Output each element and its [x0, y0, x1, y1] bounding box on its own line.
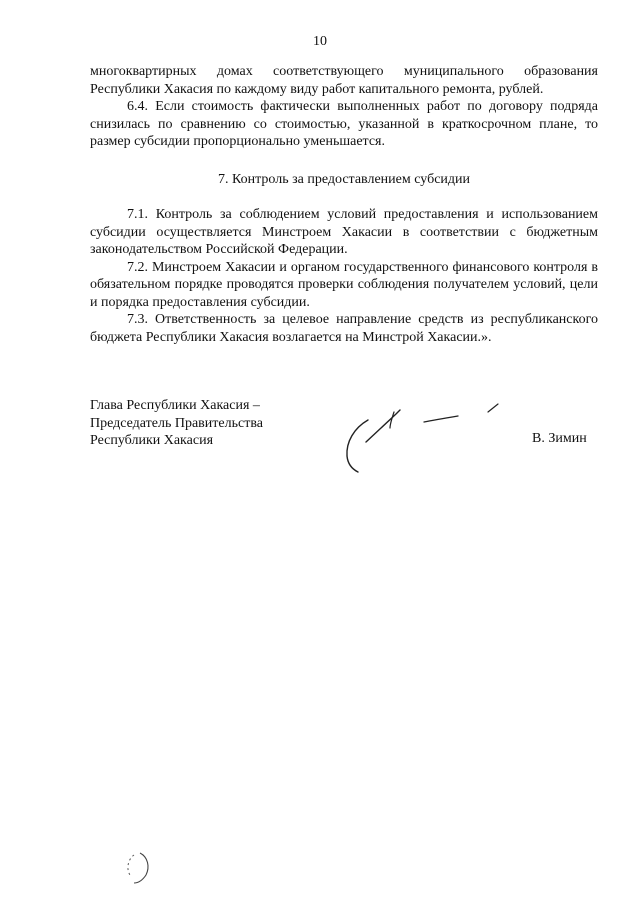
section-heading: 7. Контроль за предоставлением субсидии: [217, 171, 471, 187]
signatory-name: В. Зимин: [532, 431, 587, 446]
paragraph-continuation: многоквартирных домах соответствующего муниципального образования Республики Хакасия по каждому виду работ капитального ремонта, рублей.: [90, 64, 598, 97]
signatory-title-line: Глава Республики Хакасия –: [90, 398, 260, 413]
page-number: 10: [313, 34, 327, 49]
document-body: [90, 63, 598, 346]
paragraph-7-3: 7.3. Ответственность за целевое направление средств из республиканского бюджета Республики Хакасия возлагается на Минстрой Хакасии.».: [90, 312, 598, 345]
handwritten-signature: [338, 398, 508, 488]
signatory-title-line: Республики Хакасия: [90, 433, 214, 448]
paragraph-6-4: 6.4. Если стоимость фактически выполненных работ по договору подряда снизилась по сравнению со стоимостью, указанной в краткосрочном плане, то размер субсидии пропорционально уменьшается.: [90, 99, 598, 149]
paragraph-7-2: 7.2. Минстроем Хакасии и органом государственного финансового контроля в обязательном порядке проводятся проверки соблюдения получателем условий, цели и порядка предоставления субсидии.: [90, 259, 598, 310]
signatory-title-line: Председатель Правительства: [90, 415, 263, 431]
page-mark: [120, 849, 160, 889]
signatory-title: [90, 397, 263, 450]
paragraph-7-1: 7.1. Контроль за соблюдением условий предоставления и использованием субсидии осуществляется Минстроем Хакасии в соответствии с бюджетным законодательством Российской Федерации.: [90, 207, 598, 257]
